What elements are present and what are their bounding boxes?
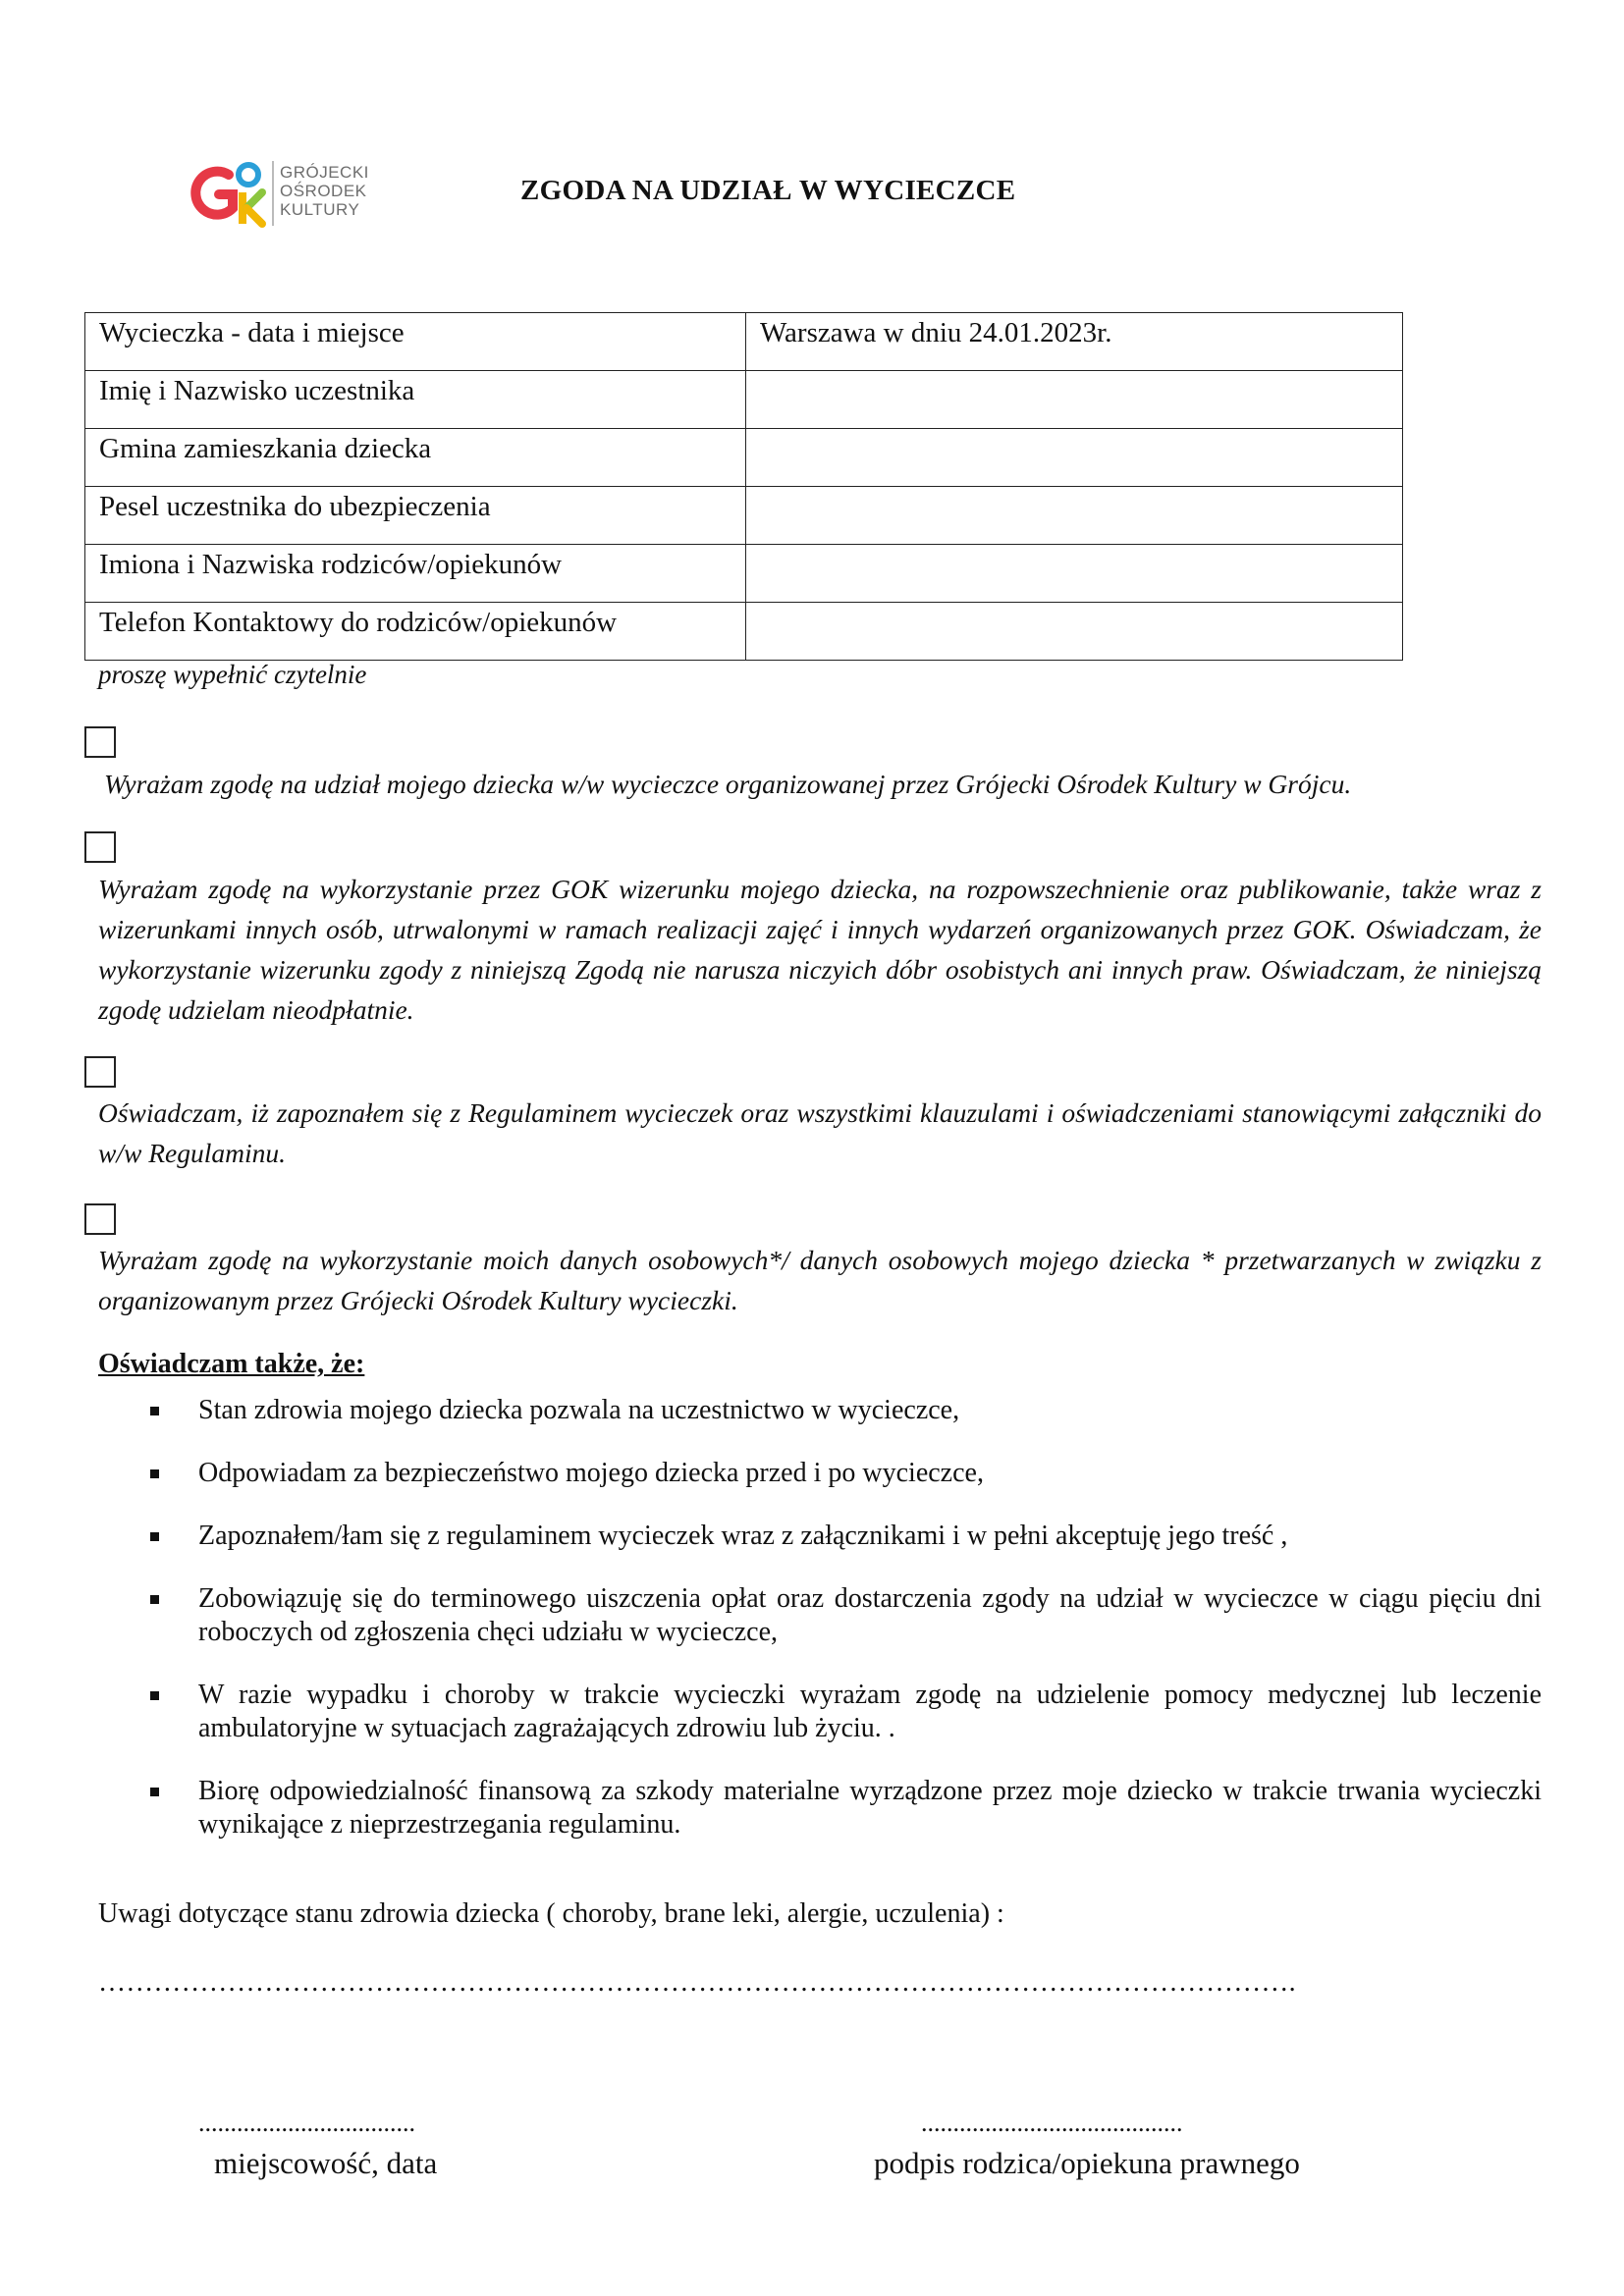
row-label: Telefon Kontaktowy do rodziców/opiekunów (85, 603, 746, 661)
table-row (85, 487, 1403, 545)
bullet-square-icon (150, 1788, 159, 1796)
place-date-field[interactable]: .................................. (198, 2109, 415, 2137)
gok-logo-mark (189, 157, 278, 234)
row-label: Pesel uczestnika do ubezpieczenia (85, 487, 746, 545)
table-row (85, 545, 1403, 603)
list-item-text: Zapoznałem/łam się z regulaminem wycieczek wraz z załącznikami i w pełni akceptuję jego treść , (198, 1521, 1288, 1551)
declaration-heading: Oświadczam także, że: (98, 1349, 365, 1379)
row-label: Imię i Nazwisko uczestnika (85, 371, 746, 429)
health-notes-field[interactable]: …………………………………………………………………………………………………………………. (98, 1967, 1296, 1998)
bullet-square-icon (150, 1407, 159, 1415)
row-value-field[interactable] (746, 487, 1403, 545)
table-row (85, 429, 1403, 487)
logo-wordmark (280, 163, 369, 219)
place-date-label: miejscowość, data (214, 2146, 438, 2180)
row-value-field[interactable] (746, 545, 1403, 603)
consent-regulations-checkbox[interactable] (84, 1056, 116, 1088)
logo-divider (272, 161, 274, 226)
health-notes-label: Uwagi dotyczące stanu zdrowia dziecka ( choroby, brane leki, alergie, uczulenia) : (98, 1898, 1004, 1929)
list-item (98, 1520, 1542, 1553)
participant-info-table (84, 312, 1403, 661)
list-item-text: Zobowiązuję się do terminowego uiszczenia opłat oraz dostarczenia zgody na udział w wycieczce w ciągu pięciu dni roboczych od zgłoszenia chęci udziału w wycieczce, (198, 1583, 1542, 1647)
declaration-list (98, 1394, 1542, 1871)
consent-trip-text: Wyrażam zgodę na udział mojego dziecka w/w wycieczce organizowanej przez Grójecki Ośrodek Kultury w Grójcu. (104, 769, 1352, 799)
row-value-field[interactable] (746, 429, 1403, 487)
signature-field[interactable]: ......................................... (921, 2109, 1183, 2137)
bullet-square-icon (150, 1532, 159, 1541)
document-title: ZGODA NA UDZIAŁ W WYCIECZCE (520, 175, 1016, 206)
row-label: Imiona i Nazwiska rodziców/opiekunów (85, 545, 746, 603)
list-item (98, 1582, 1542, 1649)
row-value-field[interactable]: Warszawa w dniu 24.01.2023r. (746, 313, 1403, 371)
list-item-text: Biorę odpowiedzialność finansową za szkody materialne wyrządzone przez moje dziecko w trakcie trwania wycieczki wynikające z nieprzestrzegania regulaminu. (198, 1776, 1542, 1840)
gok-logo (189, 157, 386, 234)
signature-label: podpis rodzica/opiekuna prawnego (874, 2146, 1300, 2180)
list-item (98, 1775, 1542, 1842)
consent-personal-data-checkbox[interactable] (84, 1203, 116, 1235)
consent-personal-data-text: Wyrażam zgodę na wykorzystanie moich danych osobowych*/ danych osobowych mojego dziecka * przetwarzanych w związku z organizowanym przez Grójecki Ośrodek Kultury wycieczki. (98, 1245, 1542, 1315)
bullet-square-icon (150, 1595, 159, 1604)
list-item (98, 1679, 1542, 1745)
list-item-text: W razie wypadku i choroby w trakcie wycieczki wyrażam zgodę na udzielenie pomocy medycznej lub leczenie ambulatoryjne w sytuacjach zagrażających zdrowiu lub życiu. . (198, 1680, 1542, 1743)
list-item (98, 1394, 1542, 1427)
list-item-text: Stan zdrowia mojego dziecka pozwala na uczestnictwo w wycieczce, (198, 1395, 960, 1425)
row-label: Gmina zamieszkania dziecka (85, 429, 746, 487)
consent-image-text: Wyrażam zgodę na wykorzystanie przez GOK wizerunku mojego dziecka, na rozpowszechnienie oraz publikowanie, także wraz z wizerunkami innych osób, utrwalonymi w ramach realizacji zajęć i innych wydarzeń organizowanych przez GOK. Oświadczam, że wykorzystanie wizerunku zgody z niniejszą Zgodą nie narusza niczyich dóbr osobistych ani innych praw. Oświadczam, że niniejszą zgodę udzielam nieodpłatnie. (98, 874, 1542, 1025)
consent-image-checkbox[interactable] (84, 831, 116, 863)
consent-trip-checkbox[interactable] (84, 726, 116, 758)
row-label: Wycieczka - data i miejsce (85, 313, 746, 371)
logo-line-2: OŚRODEK (280, 182, 367, 200)
logo-line-3: KULTURY (280, 200, 360, 219)
bullet-square-icon (150, 1469, 159, 1478)
table-row (85, 371, 1403, 429)
table-row (85, 313, 1403, 371)
list-item-text: Odpowiadam za bezpieczeństwo mojego dziecka przed i po wycieczce, (198, 1458, 984, 1488)
bullet-square-icon (150, 1691, 159, 1700)
fill-legibly-note: proszę wypełnić czytelnie (98, 660, 367, 689)
consent-regulations-text: Oświadczam, iż zapoznałem się z Regulaminem wycieczek oraz wszystkimi klauzulami i oświadczeniami stanowiącymi załączniki do w/w Regulaminu. (98, 1097, 1542, 1168)
list-item (98, 1457, 1542, 1490)
row-value-field[interactable] (746, 371, 1403, 429)
logo-line-1: GRÓJECKI (280, 163, 369, 182)
table-row (85, 603, 1403, 661)
row-value-field[interactable] (746, 603, 1403, 661)
